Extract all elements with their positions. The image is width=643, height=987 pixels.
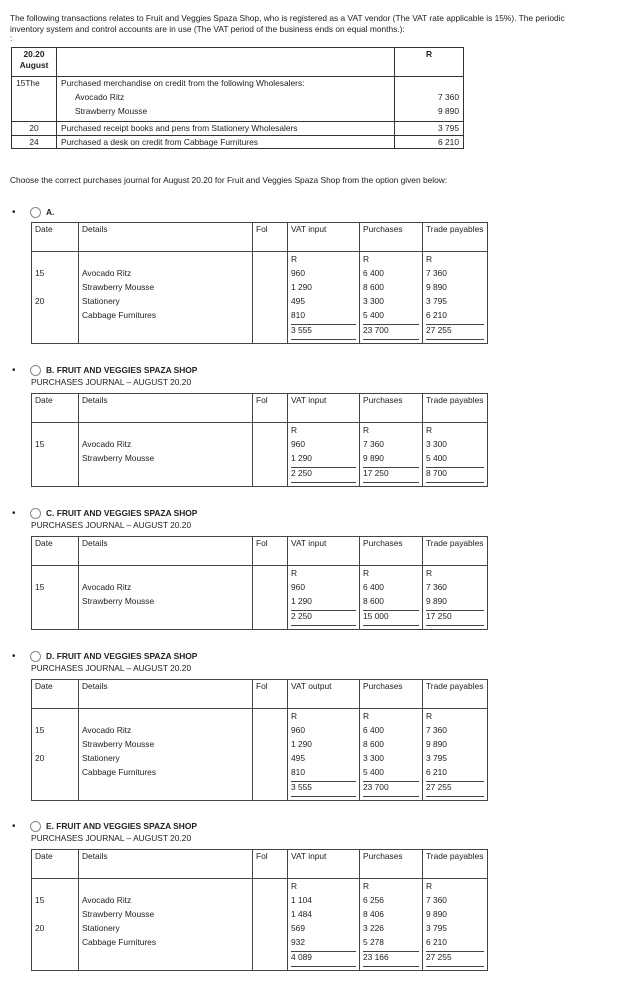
dates-value: 15 [35,268,45,278]
trade-payables-value: 9 890 [426,739,447,749]
purchases-value: 3 300 [363,753,384,763]
header-purchases: Purchases [360,850,423,879]
purchases-total: 17 250 [363,467,419,483]
dates-value [35,739,75,753]
currency-symbol: R [426,711,433,721]
currency-symbol: R [291,568,298,578]
header-fol: Fol [253,537,288,566]
option-label[interactable]: C. FRUIT AND VEGGIES SPAZA SHOP [46,508,198,518]
header-trade-payables: Trade payables [423,537,488,566]
vat-value: 1 290 [291,596,312,606]
trade-payables-value: 7 360 [426,725,447,735]
dates-value: 20 [35,753,45,763]
tx-row-description: Strawberry Mousse [75,106,148,116]
purchases-value: 6 400 [363,582,384,592]
header-date: Date [32,680,79,709]
vat-value: 932 [291,937,305,947]
trade-payables-value: 9 890 [426,596,447,606]
vat-value: 1 104 [291,895,312,905]
trade-payables-value: 3 795 [426,296,447,306]
header-vat: VAT output [288,680,360,709]
details-value: Strawberry Mousse [82,282,155,292]
dates-value [35,937,75,951]
vat-value: 960 [291,439,305,449]
bullet-icon: • [12,508,16,519]
tx-row-date: 20 [12,122,57,136]
header-details: Details [79,537,253,566]
details-value: Strawberry Mousse [82,596,155,606]
header-details: Details [79,394,253,423]
header-fol: Fol [253,850,288,879]
purchases-value: 8 600 [363,282,384,292]
vat-value: 810 [291,310,305,320]
details-value: Stationery [82,923,120,933]
purchases-total: 23 700 [363,324,419,340]
currency-symbol: R [426,568,433,578]
trade-payables-total: 17 250 [426,610,484,626]
bullet-icon: • [12,365,16,376]
details-value: Cabbage Furnitures [82,937,157,947]
header-purchases: Purchases [360,394,423,423]
dates-value [35,282,75,296]
intro [10,13,600,42]
vat-total: 3 555 [291,781,356,797]
dates-value: 20 [35,296,45,306]
details-value: Strawberry Mousse [82,453,155,463]
header-fol: Fol [253,223,288,252]
option-label[interactable]: D. FRUIT AND VEGGIES SPAZA SHOP [46,651,198,661]
details-value: Cabbage Furnitures [82,310,157,320]
purchases-total: 23 700 [363,781,419,797]
transactions-table [11,47,464,149]
header-date: Date [32,223,79,252]
currency-symbol: R [363,881,370,891]
tx-row-amount [399,78,459,92]
vat-value: 960 [291,268,305,278]
header-trade-payables: Trade payables [423,223,488,252]
transactions-amount-header: R [395,48,464,77]
trade-payables-total: 8 700 [426,467,484,483]
option-label[interactable]: A. [46,207,55,217]
vat-value: 1 290 [291,453,312,463]
tx-row-description: Purchased receipt books and pens from Stationery Wholesalers [57,122,395,136]
vat-value: 810 [291,767,305,777]
vat-value: 1 290 [291,739,312,749]
header-purchases: Purchases [360,537,423,566]
purchases-journal-table [31,536,488,630]
tx-row-amount: 6 210 [395,135,464,149]
bullet-icon: • [12,821,16,832]
details-value: Avocado Ritz [82,268,132,278]
question-text: Choose the correct purchases journal for August 20.20 for Fruit and Veggies Spaza Shop from the option given below: [10,175,448,185]
purchases-value: 5 278 [363,937,384,947]
purchases-journal-table [31,849,488,971]
vat-value: 1 290 [291,282,312,292]
dates-value [35,453,75,467]
purchases-value: 5 400 [363,767,384,777]
header-date: Date [32,850,79,879]
transactions-description-header [57,48,395,77]
journal-heading: PURCHASES JOURNAL – AUGUST 20.20 [31,520,192,530]
vat-value: 569 [291,923,305,933]
intro-colon: : [10,33,13,43]
details-value: Avocado Ritz [82,582,132,592]
trade-payables-value: 3 795 [426,923,447,933]
vat-total: 4 089 [291,951,356,967]
dates-value [35,596,75,610]
trade-payables-total: 27 255 [426,324,484,340]
purchases-value: 3 226 [363,923,384,933]
currency-symbol: R [363,568,370,578]
currency-symbol: R [426,425,433,435]
purchases-value: 8 600 [363,596,384,606]
currency-symbol: R [291,254,298,264]
currency-symbol: R [426,881,433,891]
header-trade-payables: Trade payables [423,394,488,423]
vat-total: 2 250 [291,610,356,626]
radio-button[interactable] [30,508,41,519]
header-vat: VAT input [288,223,360,252]
vat-value: 495 [291,296,305,306]
trade-payables-value: 6 210 [426,310,447,320]
header-date: Date [32,537,79,566]
option-label[interactable]: B. FRUIT AND VEGGIES SPAZA SHOP [46,365,198,375]
header-fol: Fol [253,394,288,423]
dates-value [35,909,75,923]
details-value: Strawberry Mousse [82,909,155,919]
tx-row-description: Avocado Ritz [75,92,125,102]
journal-heading: PURCHASES JOURNAL – AUGUST 20.20 [31,377,192,387]
header-trade-payables: Trade payables [423,850,488,879]
trade-payables-value: 5 400 [426,453,447,463]
bullet-icon: • [12,207,16,218]
trade-payables-total: 27 255 [426,781,484,797]
trade-payables-value: 3 795 [426,753,447,763]
header-purchases: Purchases [360,223,423,252]
purchases-value: 7 360 [363,439,384,449]
tx-row-date: 24 [12,135,57,149]
trade-payables-value: 6 210 [426,767,447,777]
journal-heading: PURCHASES JOURNAL – AUGUST 20.20 [31,833,192,843]
vat-value: 960 [291,582,305,592]
tx-row-date: 15The [12,77,57,122]
purchases-value: 5 400 [363,310,384,320]
tx-row-amount: 7 360 [438,92,459,102]
dates-value [35,310,75,324]
header-trade-payables: Trade payables [423,680,488,709]
trade-payables-value: 6 210 [426,937,447,947]
purchases-journal-table [31,679,488,801]
currency-symbol: R [291,881,298,891]
tx-row-amount: 3 795 [395,122,464,136]
header-vat: VAT input [288,394,360,423]
radio-button[interactable] [30,651,41,662]
header-fol: Fol [253,680,288,709]
currency-symbol: R [363,425,370,435]
purchases-total: 23 166 [363,951,419,967]
vat-total: 3 555 [291,324,356,340]
header-vat: VAT input [288,537,360,566]
trade-payables-total: 27 255 [426,951,484,967]
dates-value: 15 [35,895,45,905]
journal-heading: PURCHASES JOURNAL – AUGUST 20.20 [31,663,192,673]
details-value: Avocado Ritz [82,439,132,449]
purchases-value: 9 890 [363,453,384,463]
trade-payables-value: 3 300 [426,439,447,449]
purchases-value: 8 406 [363,909,384,919]
bullet-icon: • [12,651,16,662]
vat-total: 2 250 [291,467,356,483]
dates-value: 15 [35,439,45,449]
tx-row-description: Purchased merchandise on credit from the following Wholesalers: [61,78,305,88]
vat-value: 1 484 [291,909,312,919]
header-date: Date [32,394,79,423]
vat-value: 495 [291,753,305,763]
purchases-journal-table [31,393,488,487]
currency-symbol: R [363,711,370,721]
vat-value: 960 [291,725,305,735]
header-vat: VAT input [288,850,360,879]
trade-payables-value: 7 360 [426,582,447,592]
radio-button[interactable] [30,821,41,832]
header-purchases: Purchases [360,680,423,709]
radio-button[interactable] [30,207,41,218]
dates-value: 15 [35,582,45,592]
radio-button[interactable] [30,365,41,376]
currency-symbol: R [426,254,433,264]
tx-row-description: Purchased a desk on credit from Cabbage Furnitures [57,135,395,149]
details-value: Stationery [82,296,120,306]
currency-symbol: R [291,711,298,721]
purchases-value: 6 400 [363,725,384,735]
tx-row-amount: 9 890 [438,106,459,116]
purchases-value: 6 400 [363,268,384,278]
header-details: Details [79,850,253,879]
details-value: Avocado Ritz [82,725,132,735]
transactions-date-header: 20.20 August [12,48,57,77]
details-value: Stationery [82,753,120,763]
details-value: Cabbage Furnitures [82,767,157,777]
trade-payables-value: 7 360 [426,268,447,278]
dates-value: 20 [35,923,45,933]
intro-text: The following transactions relates to Fruit and Veggies Spaza Shop, who is registered as a VAT vendor (The VAT rate applicable is 15%). The periodic inventory system and control accounts are in use (The VAT period of the business ends on equal months.): [10,13,565,34]
purchases-value: 3 300 [363,296,384,306]
option-label[interactable]: E. FRUIT AND VEGGIES SPAZA SHOP [46,821,197,831]
trade-payables-value: 7 360 [426,895,447,905]
details-value: Strawberry Mousse [82,739,155,749]
trade-payables-value: 9 890 [426,909,447,919]
purchases-value: 6 256 [363,895,384,905]
purchases-value: 8 600 [363,739,384,749]
header-details: Details [79,223,253,252]
currency-symbol: R [363,254,370,264]
currency-symbol: R [291,425,298,435]
dates-value: 15 [35,725,45,735]
details-value: Avocado Ritz [82,895,132,905]
dates-value [35,767,75,781]
purchases-total: 15 000 [363,610,419,626]
trade-payables-value: 9 890 [426,282,447,292]
header-details: Details [79,680,253,709]
purchases-journal-table [31,222,488,344]
